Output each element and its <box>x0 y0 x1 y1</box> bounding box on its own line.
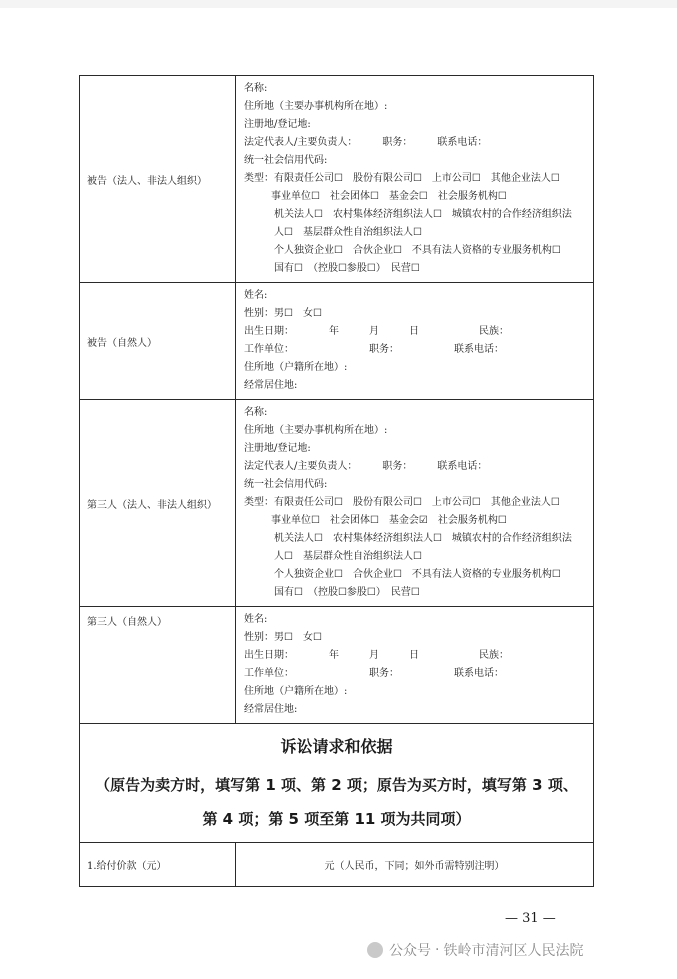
field-line: 住所地（主要办事机构所在地）: <box>244 425 388 436</box>
field-line: 类型：有限责任公司☐ 股份有限公司☐ 上市公司☐ 其他企业法人☐ <box>244 497 560 508</box>
field-line: 个人独资企业☐ 合伙企业☐ 不具有法人资格的专业服务机构☐ <box>274 245 561 256</box>
field-line: 姓名: <box>244 290 268 301</box>
payment-label: 1.给付价款（元） <box>80 843 236 887</box>
payment-value: 元（人民币，下同；如外币需特别注明） <box>236 843 594 887</box>
section-claims-heading <box>80 724 594 843</box>
section-third-person <box>80 607 594 724</box>
field-line: 经常居住地: <box>244 704 298 715</box>
field-line: 机关法人☐ 农村集体经济组织法人☐ 城镇农村的合作经济组织法 <box>274 533 572 544</box>
claims-note-line-2: 第 4 项；第 5 项至第 11 项为共同项） <box>202 810 471 828</box>
field-line: 注册地/登记地: <box>244 119 311 130</box>
field-line: 工作单位： 职务： 联系电话： <box>244 668 504 679</box>
field-line: 工作单位： 职务： 联系电话： <box>244 344 504 355</box>
field-line: 住所地（户籍所在地）: <box>244 362 348 373</box>
field-line: 人☐ 基层群众性自治组织法人☐ <box>274 227 422 238</box>
field-line: 经常居住地: <box>244 380 298 391</box>
field-line: 性别：男☐ 女☐ <box>244 632 322 643</box>
field-line: 统一社会信用代码: <box>244 155 328 166</box>
third-person-fields <box>236 607 594 724</box>
claims-heading-cell <box>80 724 594 843</box>
complaint-form-table <box>79 75 594 887</box>
section-payment <box>80 843 594 887</box>
defendant-person-label: 被告（自然人） <box>80 283 236 400</box>
field-line: 性别：男☐ 女☐ <box>244 308 322 319</box>
field-line: 出生日期： 年 月 日 民族： <box>244 650 509 661</box>
defendant-org-label: 被告（法人、非法人组织） <box>80 76 236 283</box>
wechat-logo-icon <box>367 942 383 958</box>
watermark <box>367 940 583 960</box>
watermark-platform: 公众号 <box>389 943 431 959</box>
section-defendant-org <box>80 76 594 283</box>
field-line: 类型：有限责任公司☐ 股份有限公司☐ 上市公司☐ 其他企业法人☐ <box>244 173 560 184</box>
section-defendant-person <box>80 283 594 400</box>
watermark-name: 铁岭市清河区人民法院 <box>443 943 584 959</box>
field-line: 住所地（户籍所在地）: <box>244 686 348 697</box>
field-line: 国有☐ （控股☐参股☐） 民营☐ <box>274 587 420 598</box>
field-line: 住所地（主要办事机构所在地）: <box>244 101 388 112</box>
field-line: 个人独资企业☐ 合伙企业☐ 不具有法人资格的专业服务机构☐ <box>274 569 561 580</box>
field-line: 人☐ 基层群众性自治组织法人☐ <box>274 551 422 562</box>
field-line: 名称: <box>244 407 268 418</box>
third-org-fields <box>236 400 594 607</box>
page-number: — 31 — <box>505 911 556 926</box>
field-line: 事业单位☐ 社会团体☐ 基金会☐ 社会服务机构☐ <box>271 191 507 202</box>
field-line: 机关法人☐ 农村集体经济组织法人☐ 城镇农村的合作经济组织法 <box>274 209 572 220</box>
section-third-org <box>80 400 594 607</box>
field-line: 法定代表人/主要负责人： 职务： 联系电话： <box>244 461 488 472</box>
field-line: 统一社会信用代码: <box>244 479 328 490</box>
field-line: 出生日期： 年 月 日 民族： <box>244 326 509 337</box>
claims-note-line-1: （原告为卖方时，填写第 1 项、第 2 项；原告为买方时，填写第 3 项、 <box>95 776 578 794</box>
field-line: 法定代表人/主要负责人： 职务： 联系电话： <box>244 137 488 148</box>
defendant-org-fields <box>236 76 594 283</box>
field-line: 名称: <box>244 83 268 94</box>
third-person-label: 第三人（自然人） <box>80 607 236 724</box>
third-org-label: 第三人（法人、非法人组织） <box>80 400 236 607</box>
field-line: 注册地/登记地: <box>244 443 311 454</box>
field-line: 事业单位☐ 社会团体☐ 基金会☑ 社会服务机构☐ <box>271 515 507 526</box>
page-top-edge <box>0 0 677 8</box>
defendant-person-fields <box>236 283 594 400</box>
field-line: 国有☐ （控股☐参股☐） 民营☐ <box>274 263 420 274</box>
watermark-separator: · <box>435 942 440 958</box>
field-line: 姓名: <box>244 614 268 625</box>
claims-title: 诉讼请求和依据 <box>280 737 393 756</box>
